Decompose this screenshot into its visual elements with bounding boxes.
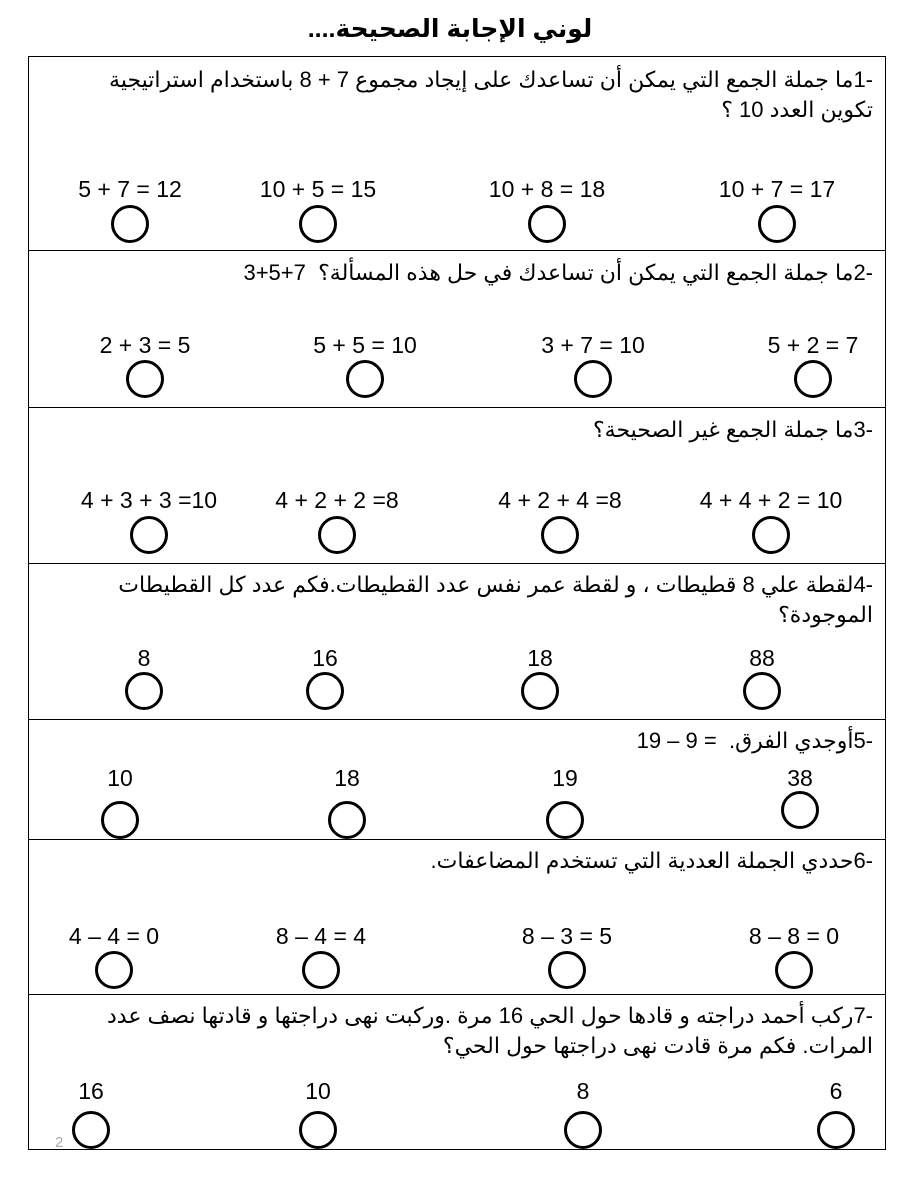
answer-choice[interactable] bbox=[746, 1077, 900, 1105]
answer-choice[interactable] bbox=[24, 922, 204, 950]
question-row-6 bbox=[29, 839, 885, 994]
answer-bubble[interactable] bbox=[743, 672, 781, 710]
choice-label: 4 + 2 + 4 =8 bbox=[498, 487, 622, 513]
answer-choice[interactable] bbox=[672, 644, 852, 672]
choice-label: 8 – 4 = 4 bbox=[275, 923, 367, 949]
answer-bubble[interactable] bbox=[564, 1111, 602, 1149]
choice-label: 5 + 2 = 7 bbox=[767, 332, 859, 358]
question-table bbox=[28, 56, 886, 1150]
choice-label: 16 bbox=[78, 1078, 104, 1104]
choice-label: 4 + 4 + 2 = 10 bbox=[699, 487, 843, 513]
answer-bubble[interactable] bbox=[299, 205, 337, 243]
choice-label: 88 bbox=[749, 645, 775, 671]
answer-bubble[interactable] bbox=[548, 951, 586, 989]
answer-choice[interactable] bbox=[247, 486, 427, 514]
question-text bbox=[69, 258, 873, 288]
answer-choice[interactable] bbox=[723, 331, 900, 359]
answer-choice[interactable] bbox=[275, 331, 455, 359]
question-number: 2- bbox=[853, 260, 873, 285]
answer-bubble[interactable] bbox=[346, 360, 384, 398]
answer-choice[interactable] bbox=[704, 922, 884, 950]
question-body: ما جملة الجمع التي يمكن أن تساعدك في حل هذه المسألة؟ bbox=[318, 260, 854, 285]
question-row-2 bbox=[29, 250, 885, 407]
question-body: حددي الجملة العددية التي تستخدم المضاعفات. bbox=[430, 848, 854, 873]
answer-bubble[interactable] bbox=[574, 360, 612, 398]
answer-choice[interactable] bbox=[1, 1077, 181, 1105]
choice-label: 5 + 7 = 12 bbox=[78, 176, 182, 202]
answer-bubble[interactable] bbox=[758, 205, 796, 243]
answer-bubble[interactable] bbox=[111, 205, 149, 243]
choice-label: 19 bbox=[552, 765, 578, 791]
answer-bubble[interactable] bbox=[521, 672, 559, 710]
answer-bubble[interactable] bbox=[126, 360, 164, 398]
choice-label: 10 + 7 = 17 bbox=[718, 176, 836, 202]
question-body: أوجدي الفرق. bbox=[728, 728, 854, 753]
page-number: 2 bbox=[55, 1134, 64, 1151]
answer-choice[interactable] bbox=[228, 175, 408, 203]
choice-label: 10 bbox=[305, 1078, 331, 1104]
answer-bubble[interactable] bbox=[299, 1111, 337, 1149]
answer-choice[interactable] bbox=[59, 486, 239, 514]
question-row-5 bbox=[29, 719, 885, 839]
question-text bbox=[69, 846, 873, 876]
answer-bubble[interactable] bbox=[125, 672, 163, 710]
question-number: 1- bbox=[853, 67, 873, 92]
answer-bubble[interactable] bbox=[302, 951, 340, 989]
answer-bubble[interactable] bbox=[72, 1111, 110, 1149]
choice-label: 8 – 8 = 0 bbox=[748, 923, 840, 949]
answer-bubble[interactable] bbox=[775, 951, 813, 989]
question-number: 7- bbox=[853, 1003, 873, 1028]
choice-label: 8 – 3 = 5 bbox=[521, 923, 613, 949]
answer-choice[interactable] bbox=[228, 1077, 408, 1105]
answer-bubble[interactable] bbox=[817, 1111, 855, 1149]
question-body: لقطة علي 8 قطيطات ، و لقطة عمر نفس عدد القطيطات.فكم عدد كل القطيطات الموجودة؟ bbox=[118, 572, 873, 627]
answer-choice[interactable] bbox=[475, 764, 655, 792]
choice-label: 8 bbox=[137, 645, 151, 671]
answer-choice[interactable] bbox=[30, 764, 210, 792]
worksheet-title: لوني الإجابة الصحيحة.... bbox=[307, 15, 593, 43]
answer-bubble[interactable] bbox=[95, 951, 133, 989]
answer-choice[interactable] bbox=[493, 1077, 673, 1105]
choice-label: 18 bbox=[527, 645, 553, 671]
choice-label: 5 + 5 = 10 bbox=[313, 332, 417, 358]
answer-choice[interactable] bbox=[457, 175, 637, 203]
answer-bubble[interactable] bbox=[328, 801, 366, 839]
answer-bubble[interactable] bbox=[546, 801, 584, 839]
choice-label: 18 bbox=[334, 765, 360, 791]
answer-choice[interactable] bbox=[470, 486, 650, 514]
question-number: 3- bbox=[853, 417, 873, 442]
question-number: 5- bbox=[853, 728, 873, 753]
answer-choice[interactable] bbox=[477, 922, 657, 950]
answer-choice[interactable] bbox=[450, 644, 630, 672]
answer-choice[interactable] bbox=[54, 644, 234, 672]
answer-choice[interactable] bbox=[687, 175, 867, 203]
choice-label: 10 + 5 = 15 bbox=[259, 176, 377, 202]
question-text bbox=[69, 1001, 873, 1061]
choice-label: 10 + 8 = 18 bbox=[488, 176, 606, 202]
answer-choice[interactable] bbox=[40, 175, 220, 203]
question-expression: 19 – 9 = bbox=[636, 728, 717, 753]
answer-bubble[interactable] bbox=[528, 205, 566, 243]
answer-bubble[interactable] bbox=[318, 516, 356, 554]
answer-bubble[interactable] bbox=[306, 672, 344, 710]
answer-bubble[interactable] bbox=[752, 516, 790, 554]
question-text bbox=[69, 570, 873, 630]
question-body: ركب أحمد دراجته و قادها حول الحي 16 مرة .وركبت نهى دراجتها و قادتها نصف عدد المرات. فكم مرة قادت نهى دراجتها حول الحي؟ bbox=[106, 1003, 873, 1058]
answer-choice[interactable] bbox=[710, 764, 890, 792]
answer-choice[interactable] bbox=[235, 644, 415, 672]
question-text bbox=[69, 415, 873, 445]
answer-bubble[interactable] bbox=[541, 516, 579, 554]
choice-label: 2 + 3 = 5 bbox=[99, 332, 191, 358]
choice-label: 4 + 3 + 3 =10 bbox=[80, 487, 218, 513]
answer-bubble[interactable] bbox=[781, 791, 819, 829]
question-number: 6- bbox=[853, 848, 873, 873]
answer-choice[interactable] bbox=[231, 922, 411, 950]
choice-label: 38 bbox=[787, 765, 813, 791]
choice-label: 4 – 4 = 0 bbox=[68, 923, 160, 949]
question-text bbox=[69, 65, 873, 125]
question-row-7 bbox=[29, 994, 885, 1151]
question-number: 4- bbox=[853, 572, 873, 597]
answer-choice[interactable] bbox=[503, 331, 683, 359]
choice-label: 8 bbox=[576, 1078, 590, 1104]
question-body: ما جملة الجمع التي يمكن أن تساعدك على إيجاد مجموع 7 + 8 باستخدام استراتيجية تكوين العدد 10 ؟ bbox=[109, 67, 873, 122]
question-expression: 3+5+7 bbox=[243, 260, 306, 285]
question-body: ما جملة الجمع غير الصحيحة؟ bbox=[592, 417, 854, 442]
answer-choice[interactable] bbox=[55, 331, 235, 359]
choice-label: 3 + 7 = 10 bbox=[541, 332, 645, 358]
answer-bubble[interactable] bbox=[794, 360, 832, 398]
question-row-4 bbox=[29, 563, 885, 719]
choice-label: 6 bbox=[829, 1078, 843, 1104]
answer-choice[interactable] bbox=[681, 486, 861, 514]
answer-bubble[interactable] bbox=[101, 801, 139, 839]
answer-choice[interactable] bbox=[257, 764, 437, 792]
choice-label: 16 bbox=[312, 645, 338, 671]
choice-label: 10 bbox=[107, 765, 133, 791]
question-row-3 bbox=[29, 407, 885, 563]
question-text bbox=[69, 726, 873, 756]
choice-label: 4 + 2 + 2 =8 bbox=[275, 487, 399, 513]
question-row-1 bbox=[29, 57, 885, 250]
answer-bubble[interactable] bbox=[130, 516, 168, 554]
